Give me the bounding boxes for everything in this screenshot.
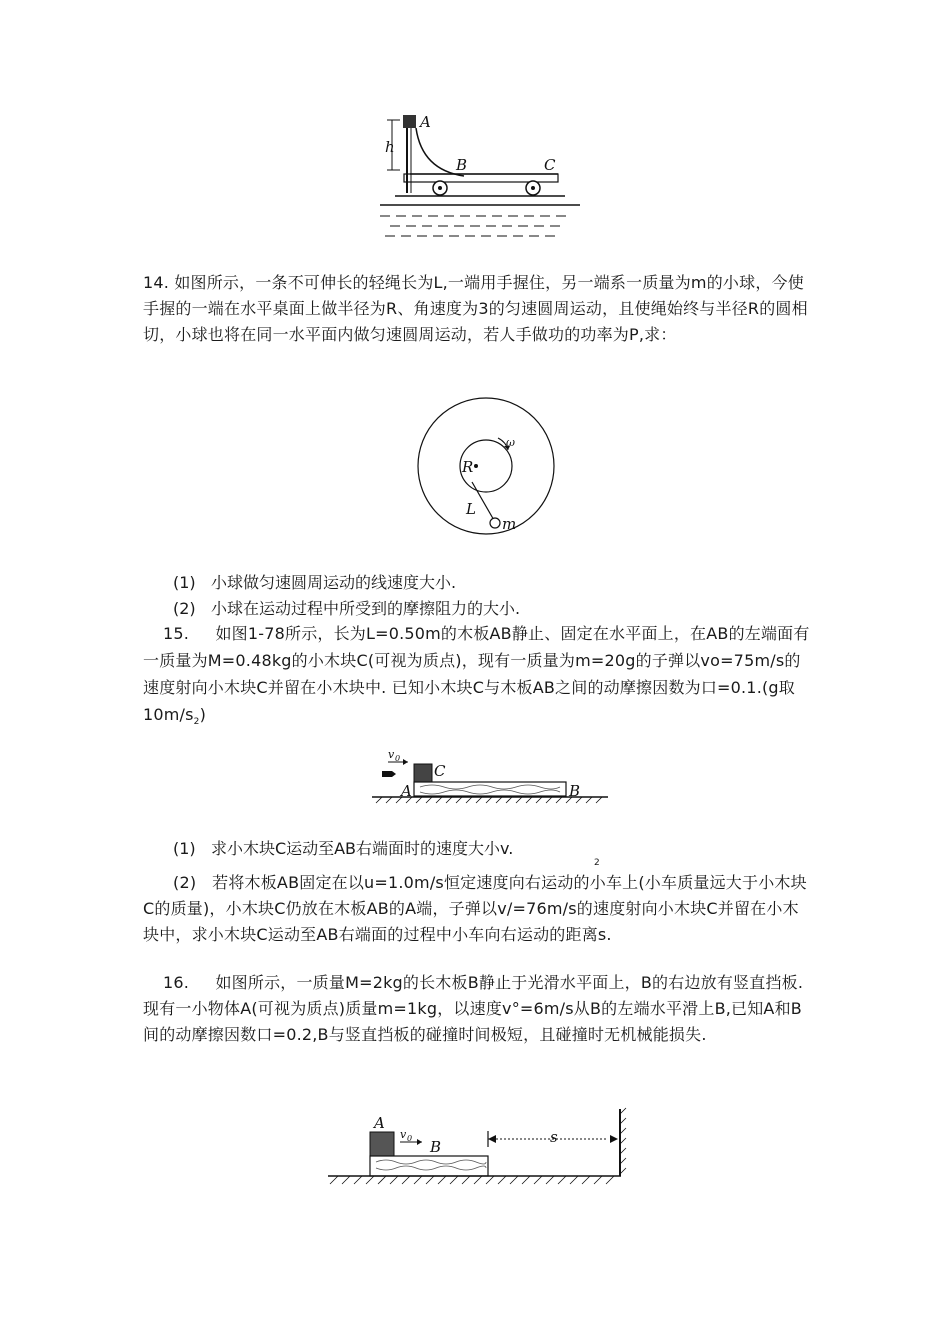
question-14-item-2: (2) 小球在运动过程中所受到的摩擦阻力的大小. — [173, 599, 521, 618]
question-16-text — [143, 970, 813, 1048]
question-15-number: 15. — [163, 624, 190, 643]
label-a: A — [420, 113, 431, 131]
question-14-body: 如图所示，一条不可伸长的轻绳长为L,一端用手握住，另一端系一质量为m的小球，今使手握的一端在水平桌面上做半径为R、角速度为3的匀速圆周运动，且使绳始终与半径R的圆相切，小球也将在同一水平面内做匀速圆周运动，若人手做功的功率为P,求： — [143, 273, 808, 344]
question-15-item-2: (2) 若将木板AB固定在以u=1.0m/s恒定速度向右运动的小车上(小车质量远大于小木块C的质量)，小木块C仍放在木板AB的A端，子弹以v/=76m/s的速度射向小木块C并留在小木块中，求小木块C运动至AB右端面的过程中小车向右运动的距离s. — [143, 873, 807, 944]
svg-text:0: 0 — [407, 1134, 413, 1143]
label-r: R — [462, 458, 474, 476]
label-l: L — [466, 500, 476, 518]
question-16-number: 16. — [163, 973, 190, 992]
label-m: m — [502, 515, 517, 533]
label-s: s — [550, 1128, 558, 1146]
label-b: B — [430, 1138, 442, 1156]
label-h: h — [385, 138, 395, 156]
label-v0: v — [400, 1128, 407, 1141]
question-15-body: 如图1-78所示，长为L=0.50m的木板AB静止、固定在水平面上，在AB的左端面有一质量为M=0.48kg的小木块C(可视为质点)，现有一质量为m=20g的子弹以vo=75m/s的速度射向小木块C并留在小木块中. 已知小木块C与木板AB之间的动摩擦因数为口=0.1.(g取10m/s — [143, 624, 810, 724]
label-b: B — [456, 156, 468, 174]
figure-cart-track — [370, 108, 590, 243]
label-a: A — [401, 782, 412, 800]
label-c: C — [434, 762, 446, 780]
svg-text:0: 0 — [395, 754, 401, 763]
label-omega: ω — [506, 436, 515, 449]
stray-superscript: 2 — [594, 858, 600, 868]
question-14-number: 14. — [143, 273, 170, 292]
label-v0: v — [388, 748, 395, 761]
figure-bullet-block — [368, 746, 613, 806]
figure-circular-motion — [416, 386, 566, 551]
label-a: A — [374, 1114, 385, 1132]
question-16-body: 如图所示，一质量M=2kg的长木板B静止于光滑水平面上，B的右边放有竖直挡板. 现有一小物体A(可视为质点)质量m=1kg，以速度v°=6m/s从B的左端水平滑上B,已知A和B间的动摩擦因数口=0.2,B与竖直挡板的碰撞时间极短，且碰撞时无机械能损失. — [143, 973, 804, 1044]
question-14-text — [143, 270, 813, 348]
label-c: C — [544, 156, 556, 174]
question-15-item-1: (1) 求小木块C运动至AB右端面时的速度大小v. — [173, 839, 514, 858]
question-15-text: 15. 如图1-78所示，长为L=0.50m的木板AB静止、固定在水平面上，在AB的左端面有一质量为M=0.48kg的小木块C(可视为质点)，现有一质量为m=20g的子弹以vo=75m/s的速度射向小木块C并留在小木块中. 已知小木块C与木板AB之间的动摩擦因数为口=0.1.(g取$10m/s_2$) — [143, 624, 810, 728]
label-b: B — [569, 782, 581, 800]
block-a — [403, 115, 416, 128]
figure-board-wall — [326, 1104, 631, 1188]
question-14-item-1: (1) 小球做匀速圆周运动的线速度大小. — [173, 573, 457, 592]
